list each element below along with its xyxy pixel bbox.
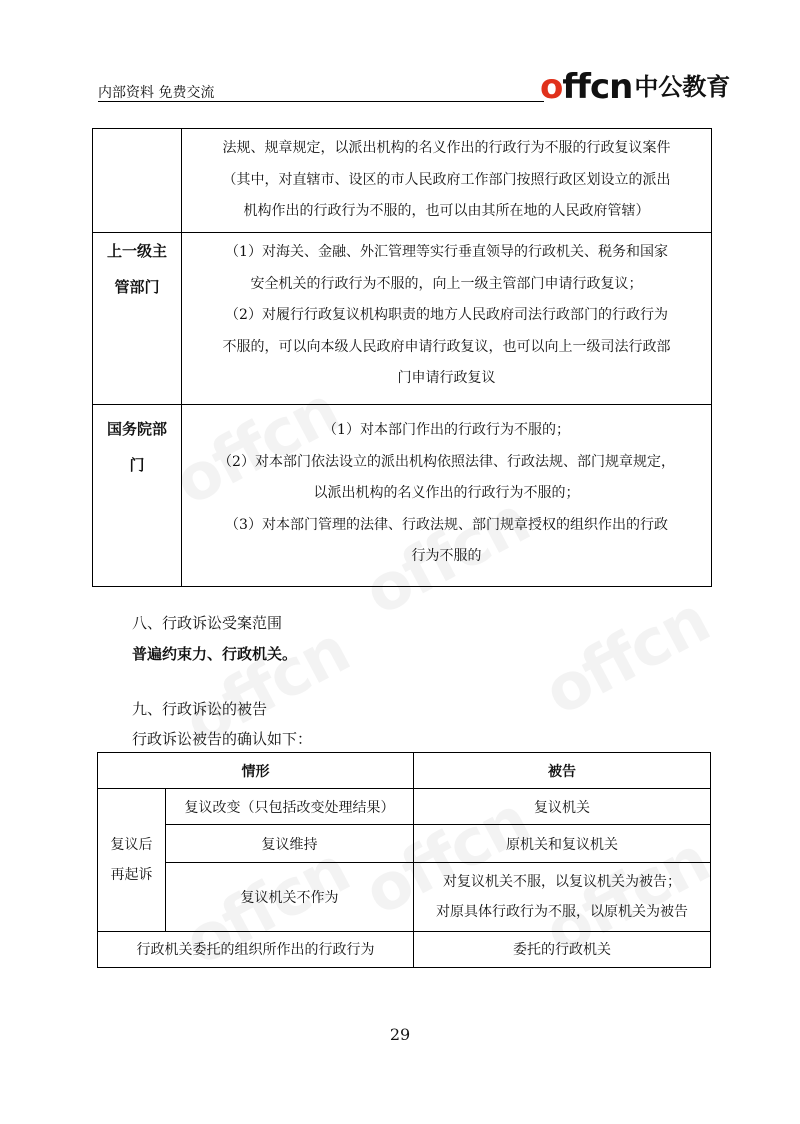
header-text: 内部资料 免费交流 [98,85,215,101]
table-row [93,405,712,587]
situation-cell: 行政机关委托的组织所作出的行政行为 [98,931,414,967]
header-defendant: 被告 [414,753,711,789]
defendant-cell: 委托的行政机关 [414,931,711,967]
offcn-watermark [533,584,721,731]
section-body: 普遍约束力、行政机关。 [132,645,298,663]
row-label: 上一级主 管部门 [93,233,182,405]
header-situation: 情形 [98,753,414,789]
section-intro: 行政诉讼被告的确认如下： [132,730,313,748]
table-row [98,863,711,931]
defendant-cell: 原机关和复议机关 [414,825,711,863]
table-row [98,931,711,967]
header-divider [98,101,544,102]
defendant-cell: 对复议机关不服，以复议机关为被告； 对原具体行政行为不服，以原机关为被告 [414,863,711,931]
page-number: 29 [389,1025,411,1044]
table-row [93,129,712,233]
row-content: （1）对本部门作出的行政行为不服的； （2）对本部门依法设立的派出机构依照法律、行政法规、部门规章规定， 以派出机构的名义作出的行政行为不服的； （3）对本部门管理的法律、行政法规、部门规章授权的组织作出的行政 行为不服的 [182,405,712,587]
defendant-table [97,752,711,968]
review-jurisdiction-table [92,128,712,587]
row-label: 国务院部 门 [93,405,182,587]
defendant-cell: 复议机关 [414,789,711,825]
table-header-row [98,753,711,789]
table-row [98,789,711,825]
row-label-empty [93,129,182,233]
situation-cell: 复议机关不作为 [166,863,414,931]
group-label: 复议后 再起诉 [98,789,166,932]
offcn-logo [540,64,731,107]
section-heading: 九、行政诉讼的被告 [132,700,268,718]
situation-cell: 复议改变（只包括改变处理结果） [166,789,414,825]
logo-en: offcn [540,67,633,107]
row-content: 法规、规章规定，以派出机构的名义作出的行政行为不服的行政复议案件 （其中，对直辖市、设区的市人民政府工作部门按照行政区划设立的派出 机构作出的行政行为不服的，也可以由其所在地的人民政府管辖） [182,129,712,233]
table-row [98,825,711,863]
row-content: （1）对海关、金融、外汇管理等实行垂直领导的行政机关、税务和国家 安全机关的行政行为不服的，向上一级主管部门申请行政复议； （2）对履行行政复议机构职责的地方人民政府司法行政部门的行政行为 不服的，可以向本级人民政府申请行政复议，也可以向上一级司法行政部 门申请行政复议 [182,233,712,405]
situation-cell: 复议维持 [166,825,414,863]
logo-cn: 中公教育 [634,73,731,101]
section-heading: 八、行政诉讼受案范围 [132,614,283,632]
table-row [93,233,712,405]
